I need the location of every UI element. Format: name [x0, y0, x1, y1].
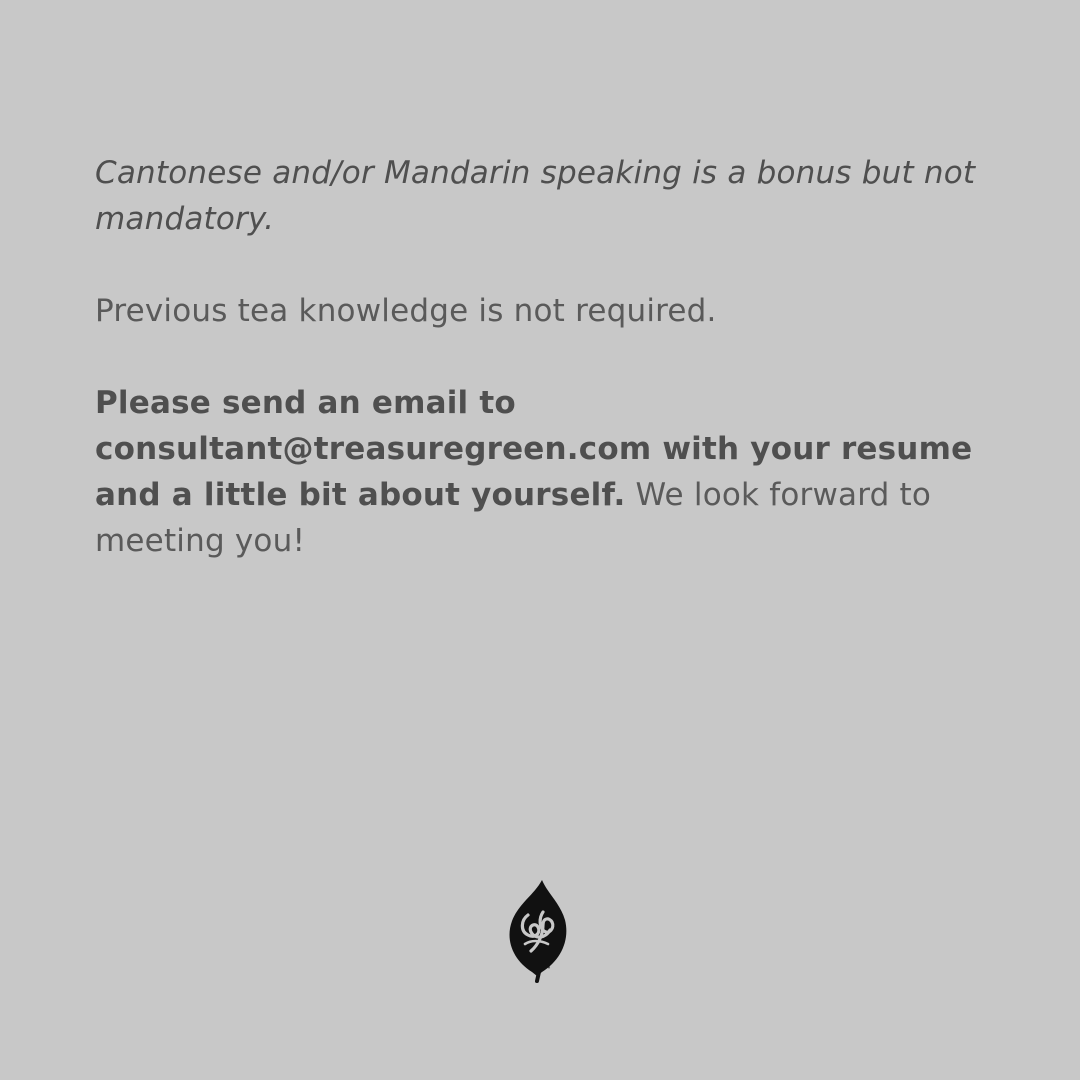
application-instructions [95, 380, 995, 564]
tea-knowledge-note: Previous tea knowledge is not required. [95, 293, 717, 329]
job-post-content [95, 150, 995, 564]
tea-leaf-logo-icon [508, 878, 570, 984]
closing-message: We look forward to meeting you! [95, 477, 932, 559]
language-note: Cantonese and/or Mandarin speaking is a bonus but not mandatory. [95, 155, 976, 237]
email-instruction: Please send an email to consultant@treasuregreen.com with your resume and a little bit about yourself. [95, 385, 973, 513]
